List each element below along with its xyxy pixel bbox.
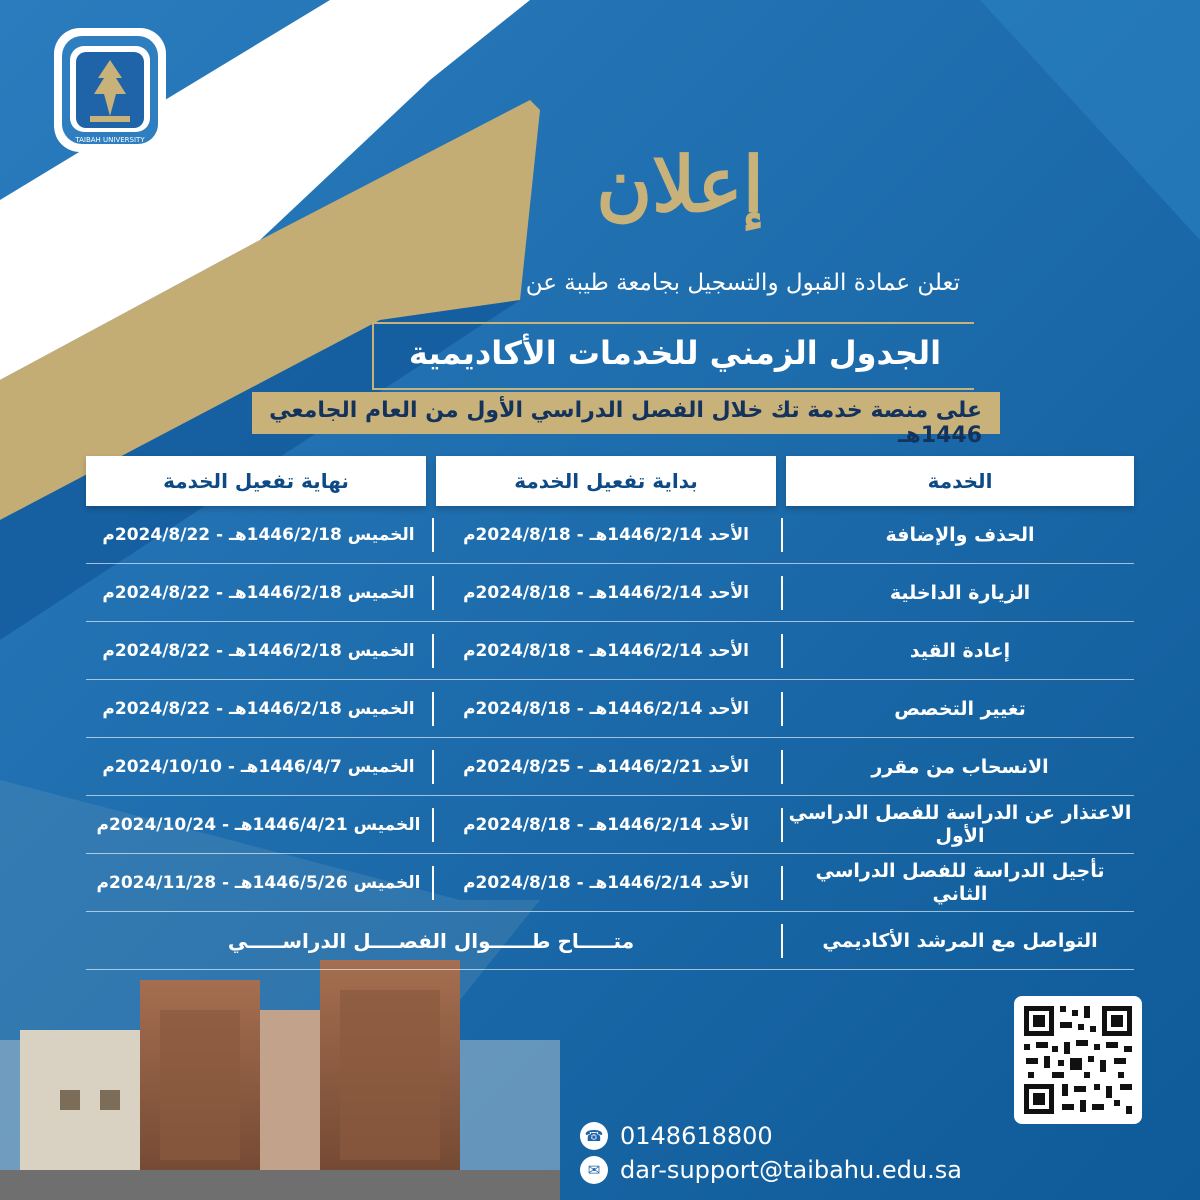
column-divider <box>781 750 783 784</box>
page-subtitle: على منصة خدمة تك خلال الفصل الدراسي الأول من العام الجامعي 1446هـ <box>269 398 982 448</box>
start-cell: الأحد 1446/2/14هـ - 2024/8/18م <box>463 583 749 603</box>
column-divider <box>432 750 434 784</box>
service-cell: الحذف والإضافة <box>885 523 1035 546</box>
table-row <box>86 564 1134 622</box>
start-cell: الأحد 1446/2/14هـ - 2024/8/18م <box>463 699 749 719</box>
end-cell: الخميس 1446/2/18هـ - 2024/8/22م <box>102 525 415 545</box>
end-cell: الخميس 1446/5/26هـ - 2024/11/28م <box>96 873 421 893</box>
service-cell: الانسحاب من مقرر <box>871 755 1049 778</box>
start-cell: الأحد 1446/2/21هـ - 2024/8/25م <box>463 757 749 777</box>
university-logo <box>40 20 180 241</box>
row-separator <box>86 969 1134 970</box>
column-divider <box>432 576 434 610</box>
qr-code <box>1014 996 1142 1124</box>
phone-number: 0148618800 <box>620 1122 773 1150</box>
table-row <box>86 854 1134 912</box>
column-divider <box>781 518 783 552</box>
start-cell: الأحد 1446/2/14هـ - 2024/8/18م <box>463 525 749 545</box>
column-divider <box>781 576 783 610</box>
column-divider <box>432 692 434 726</box>
table-row <box>86 680 1134 738</box>
svg-text:TAIBAH UNIVERSITY: TAIBAH UNIVERSITY <box>75 136 145 144</box>
column-divider <box>432 866 434 900</box>
service-cell: تغيير التخصص <box>894 697 1026 720</box>
column-divider <box>432 518 434 552</box>
start-cell: الأحد 1446/2/14هـ - 2024/8/18م <box>463 873 749 893</box>
end-cell: الخميس 1446/4/21هـ - 2024/10/24م <box>96 815 421 835</box>
availability-cell: متـــــاح طــــــوال الفصــــل الدراســـــي <box>227 929 635 953</box>
end-cell: الخميس 1446/4/7هـ - 2024/10/10م <box>102 757 415 777</box>
taibah-university-emblem-icon <box>40 20 180 160</box>
service-cell: التواصل مع المرشد الأكاديمي <box>822 929 1098 952</box>
column-divider <box>781 634 783 668</box>
end-cell: الخميس 1446/2/18هـ - 2024/8/22م <box>102 641 415 661</box>
column-divider <box>432 634 434 668</box>
email-address: dar-support@taibahu.edu.sa <box>620 1156 962 1184</box>
header-start: بداية تفعيل الخدمة <box>436 456 776 506</box>
table-row <box>86 622 1134 680</box>
logo-english-name: Taibah University <box>46 226 174 241</box>
end-cell: الخميس 1446/2/18هـ - 2024/8/22م <box>102 583 415 603</box>
column-divider <box>432 808 434 842</box>
table-row-advisor <box>86 912 1134 970</box>
service-cell: الاعتذار عن الدراسة للفصل الدراسي الأول <box>788 802 1132 847</box>
email-icon: ✉ <box>580 1156 608 1184</box>
page-title: الجدول الزمني للخدمات الأكاديمية <box>408 334 942 372</box>
service-cell: تأجيل الدراسة للفصل الدراسي الثاني <box>815 860 1105 905</box>
logo-arabic-name: جامعة طيبة <box>72 166 148 226</box>
phone-icon: ☎ <box>580 1122 608 1150</box>
service-cell: إعادة القيد <box>909 639 1011 662</box>
table-row <box>86 796 1134 854</box>
intro-text: تعلن عمادة القبول والتسجيل بجامعة طيبة عن <box>525 270 960 296</box>
end-cell: الخميس 1446/2/18هـ - 2024/8/22م <box>102 699 415 719</box>
column-divider <box>781 808 783 842</box>
email-contact <box>580 1150 962 1190</box>
start-cell: الأحد 1446/2/14هـ - 2024/8/18م <box>463 815 749 835</box>
column-divider <box>781 692 783 726</box>
column-divider <box>781 924 783 958</box>
table-row <box>86 506 1134 564</box>
table-row <box>86 738 1134 796</box>
service-cell: الزيارة الداخلية <box>889 581 1031 604</box>
start-cell: الأحد 1446/2/14هـ - 2024/8/18م <box>463 641 749 661</box>
announcement-calligraphy: إعلان <box>596 140 764 229</box>
header-service: الخدمة <box>786 456 1134 506</box>
header-end: نهاية تفعيل الخدمة <box>86 456 426 506</box>
column-divider <box>781 866 783 900</box>
